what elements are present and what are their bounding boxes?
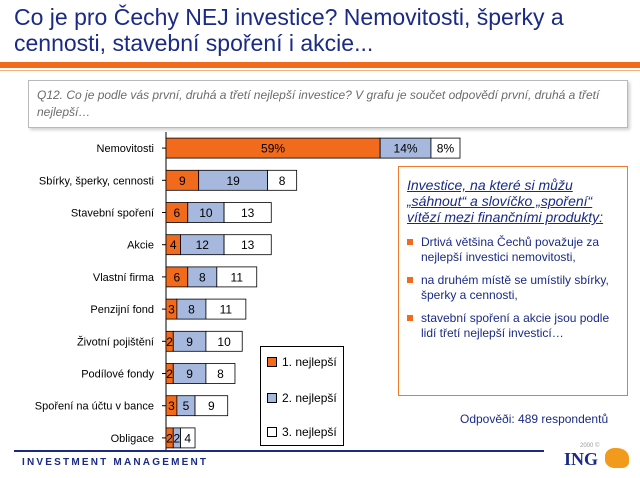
bar-value-label: 10 <box>199 206 213 220</box>
insight-bullet <box>407 311 619 341</box>
legend-item-first <box>267 355 337 369</box>
insight-bullet <box>407 235 619 265</box>
bar-value-label: 2 <box>173 431 181 446</box>
insight-bullet <box>407 273 619 303</box>
insight-bullet-text: na druhém místě se umístily sbírky, šperky a cennosti, <box>421 273 609 302</box>
insight-box <box>398 166 628 396</box>
bar-value-label: 8 <box>188 302 195 317</box>
copyright-note: 2000 © <box>580 443 600 449</box>
bar-value-label: 11 <box>219 302 233 317</box>
bar-value-label: 5 <box>182 399 190 414</box>
category-tick-label: Spoření na účtu v bance <box>34 400 154 413</box>
bar-value-label: 3 <box>168 302 175 317</box>
bar-value-label: 9 <box>208 399 215 414</box>
footer-brand-text: INVESTMENT MANAGEMENT <box>22 457 209 468</box>
insight-bullet-text: Drtivá většina Čechů považuje za nejlepší investici nemovitosti, <box>421 235 600 264</box>
page-title: Co je pro Čechy NEJ investice? Nemovitosti, šperky a cennosti, stavební spoření i akcie... <box>14 4 564 56</box>
bar-value-label: 4 <box>169 238 177 253</box>
category-tick-label: Životní pojištění <box>76 336 154 349</box>
bar-value-label: 13 <box>240 206 255 220</box>
category-tick-label: Nemovitosti <box>96 143 154 156</box>
insight-title: Investice, na které si můžu „sáhnout“ a slovíčko „spoření“ vítězí mezi finančními produkty: <box>407 177 604 225</box>
bar-value-label: 11 <box>230 270 244 285</box>
lion-logo-icon <box>605 448 629 468</box>
legend-swatch-second <box>267 393 277 403</box>
footer-divider <box>14 450 544 452</box>
bar-value-label: 13 <box>240 238 255 253</box>
title-divider-thin <box>0 70 640 71</box>
category-tick-label: Penzijní fond <box>90 304 154 317</box>
bar-value-label: 9 <box>186 367 193 381</box>
bar-value-label: 3 <box>168 399 175 414</box>
category-tick-label: Stavební spoření <box>70 207 154 220</box>
bar-value-label: 9 <box>178 173 186 188</box>
bar-value-label: 6 <box>173 270 181 285</box>
bar-value-label: 8 <box>217 367 224 381</box>
title-divider <box>0 62 640 68</box>
bullet-square-icon <box>407 315 413 321</box>
bar-value-label: 6 <box>173 206 181 220</box>
category-tick-label: Obligace <box>110 432 154 445</box>
category-tick-label: Akcie <box>127 239 154 252</box>
legend-label-first: 1. nejlepší <box>282 355 337 369</box>
bar-value-label: 14% <box>393 141 418 156</box>
ing-logo: ING <box>564 449 599 469</box>
bar-value-label: 8% <box>436 141 455 156</box>
bar-value-label: 59% <box>261 141 286 156</box>
legend-label-second: 2. nejlepší <box>282 391 337 405</box>
category-tick-label: Vlastní firma <box>92 271 154 284</box>
bar-value-label: 4 <box>184 431 192 446</box>
bar-value-label: 8 <box>278 173 286 188</box>
question-box: Q12. Co je podle vás první, druhá a třetí nejlepší investice? V grafu je součet odpovědí první, druhá a třetí nejlepší… <box>28 80 628 128</box>
bar-value-label: 9 <box>186 334 193 349</box>
bar-value-label: 2 <box>166 367 173 381</box>
legend-item-second <box>267 391 337 405</box>
category-tick-label: Sbírky, šperky, cennosti <box>38 175 154 188</box>
bar-value-label: 12 <box>195 238 209 253</box>
bar-value-label: 8 <box>198 270 206 285</box>
legend-swatch-third <box>267 427 277 437</box>
chart-legend <box>260 346 344 446</box>
bar-value-label: 10 <box>217 334 231 349</box>
bar-value-label: 2 <box>166 334 173 349</box>
bullet-square-icon <box>407 239 413 245</box>
bar-value-label: 19 <box>226 173 240 188</box>
bullet-square-icon <box>407 277 413 283</box>
bar-value-label: 2 <box>166 431 173 446</box>
insight-bullet-text: stavební spoření a akcie jsou podle lidí třetí nejlepší investicí… <box>421 311 610 340</box>
respondents-note: Odpověði: 489 respondentů <box>460 412 609 426</box>
legend-item-third <box>267 425 337 439</box>
legend-label-third: 3. nejlepší <box>282 425 337 439</box>
legend-swatch-first <box>267 357 277 367</box>
category-tick-label: Podílové fondy <box>81 368 154 381</box>
